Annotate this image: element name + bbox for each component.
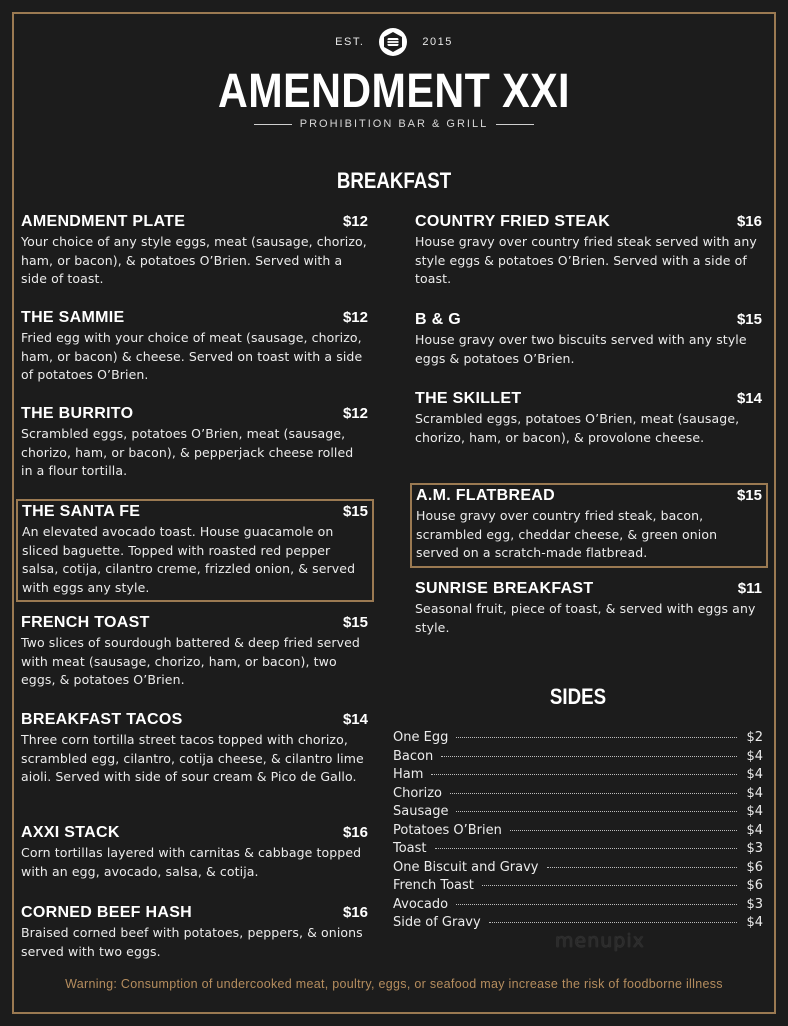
- est-year: 2015: [422, 36, 453, 48]
- item-price: $14: [736, 390, 762, 407]
- item-name: COUNTRY FRIED STEAK: [415, 213, 611, 230]
- side-price: $2: [746, 730, 763, 745]
- leader-dots: [510, 830, 737, 831]
- side-name: One Biscuit and Gravy: [393, 859, 539, 875]
- item-price: $15: [736, 311, 762, 328]
- item-price: $11: [737, 580, 762, 597]
- barrel-emblem-icon: [378, 27, 408, 57]
- side-name: Side of Gravy: [393, 915, 481, 930]
- item-description: An elevated avocado toast. House guacamole on sliced baguette. Topped with roasted red pepper salsa, cotija, cilantro creme, frizzled onion, & served with eggs any style.: [22, 524, 356, 595]
- side-price: $6: [746, 859, 763, 875]
- tagline-rule-left: [254, 124, 292, 125]
- item-name: THE SANTA FE: [22, 503, 141, 520]
- side-item: [393, 730, 763, 749]
- item-price: $12: [342, 213, 368, 230]
- item-name: A.M. FLATBREAD: [416, 487, 555, 504]
- leader-dots: [441, 756, 737, 757]
- item-name: AMENDMENT PLATE: [21, 213, 186, 230]
- menu-item: [21, 711, 368, 787]
- menu-item: [415, 390, 762, 447]
- tagline: [0, 116, 788, 132]
- health-warning: Warning: Consumption of undercooked meat, poultry, eggs, or seafood may increase the risk of foodborne illness: [65, 977, 723, 991]
- sides-list: [393, 730, 763, 934]
- side-item: [393, 786, 763, 805]
- est-label: EST.: [335, 36, 365, 48]
- item-price: $15: [736, 487, 762, 504]
- menu-item: [415, 213, 762, 289]
- side-item: [393, 804, 763, 823]
- side-price: $4: [746, 804, 763, 819]
- leader-dots: [489, 922, 737, 923]
- item-name: BREAKFAST TACOS: [21, 711, 183, 728]
- leader-dots: [456, 737, 737, 738]
- item-description: Braised corned beef with potatoes, peppers, & onions served with two eggs.: [21, 925, 363, 959]
- menu-item: [415, 580, 762, 637]
- menu-item: [21, 824, 368, 881]
- item-price: $14: [342, 711, 368, 728]
- featured-menu-item: [16, 499, 374, 602]
- side-item: [393, 823, 763, 842]
- tagline-text: PROHIBITION BAR & GRILL: [299, 118, 489, 130]
- item-description: Fried egg with your choice of meat (sausage, chorizo, ham, or bacon) & cheese. Served on toast with a side of potatoes O’Brien.: [21, 330, 363, 382]
- menu-item: [21, 614, 368, 690]
- side-price: $4: [746, 748, 763, 764]
- tagline-rule-right: [496, 124, 534, 125]
- item-price: $12: [342, 405, 368, 422]
- item-description: Scrambled eggs, potatoes O’Brien, meat (sausage, chorizo, ham, or bacon), & provolone cheese.: [415, 411, 740, 445]
- side-name: Potatoes O’Brien: [393, 822, 502, 838]
- side-name: French Toast: [393, 878, 474, 893]
- item-name: FRENCH TOAST: [21, 614, 150, 631]
- item-description: Two slices of sourdough battered & deep fried served with meat (sausage, chorizo, ham, or bacon), two eggs, & potatoes O’Brien.: [21, 635, 360, 687]
- menu-item: [21, 309, 368, 385]
- featured-menu-item: [410, 483, 768, 568]
- menu-item: [21, 904, 368, 961]
- leader-dots: [482, 885, 737, 886]
- item-name: THE SKILLET: [415, 390, 522, 407]
- item-name: THE BURRITO: [21, 405, 134, 422]
- side-name: One Egg: [393, 730, 449, 745]
- established-line: [0, 27, 788, 57]
- item-description: House gravy over country fried steak served with any style eggs & potatoes O’Brien. Served with a side of toast.: [415, 234, 757, 286]
- side-name: Sausage: [393, 804, 449, 819]
- item-description: Corn tortillas layered with carnitas & cabbage topped with an egg, avocado, salsa, & cotija.: [21, 845, 362, 879]
- side-price: $4: [746, 915, 763, 930]
- item-price: $16: [736, 213, 762, 230]
- side-price: $3: [746, 841, 763, 856]
- side-price: $4: [746, 767, 763, 782]
- leader-dots: [456, 811, 737, 812]
- side-name: Avocado: [393, 896, 449, 912]
- sides-title: SIDES: [549, 684, 607, 709]
- menu-item: [415, 311, 762, 368]
- side-item: [393, 749, 763, 768]
- leader-dots: [435, 848, 737, 849]
- item-price: $16: [342, 904, 368, 921]
- leader-dots: [450, 793, 737, 794]
- side-item: [393, 860, 763, 879]
- item-description: Your choice of any style eggs, meat (sausage, chorizo, ham, or bacon), & potatoes O’Brien. Served with a side of toast.: [21, 234, 367, 286]
- menu-item: [21, 213, 368, 289]
- item-description: House gravy over country fried steak, bacon, scrambled egg, cheddar cheese, & green onion served on a scratch-made flatbread.: [416, 508, 718, 560]
- item-name: AXXI STACK: [21, 824, 120, 841]
- item-name: CORNED BEEF HASH: [21, 904, 193, 921]
- item-description: Seasonal fruit, piece of toast, & served with eggs any style.: [415, 601, 756, 635]
- item-name: SUNRISE BREAKFAST: [415, 580, 594, 597]
- side-item: [393, 897, 763, 916]
- item-description: Three corn tortilla street tacos topped with chorizo, scrambled egg, cilantro, cotija cheese, & cilantro lime aioli. Served with side of sour cream & Pico de Gallo.: [21, 732, 364, 784]
- item-description: Scrambled eggs, potatoes O’Brien, meat (sausage, chorizo, ham, or bacon), & pepperjack cheese rolled in a flour tortilla.: [21, 426, 354, 478]
- side-item: [393, 767, 763, 786]
- item-price: $15: [342, 614, 368, 631]
- side-name: Ham: [393, 767, 424, 782]
- leader-dots: [547, 867, 738, 868]
- item-description: House gravy over two biscuits served with any style eggs & potatoes O’Brien.: [415, 332, 747, 366]
- item-price: $15: [342, 503, 368, 520]
- side-name: Bacon: [393, 748, 434, 764]
- item-name: B & G: [415, 311, 461, 328]
- menu-item: [21, 405, 368, 481]
- brand-name: AMENDMENT XXI: [218, 65, 570, 118]
- item-name: THE SAMMIE: [21, 309, 125, 326]
- side-price: $3: [746, 896, 763, 912]
- leader-dots: [431, 774, 737, 775]
- breakfast-title: BREAKFAST: [336, 168, 452, 193]
- item-price: $12: [342, 309, 368, 326]
- side-price: $4: [746, 822, 763, 838]
- side-name: Chorizo: [393, 785, 443, 801]
- side-price: $6: [746, 878, 763, 893]
- item-price: $16: [342, 824, 368, 841]
- side-name: Toast: [393, 841, 427, 856]
- leader-dots: [456, 904, 737, 905]
- side-item: [393, 878, 763, 897]
- side-price: $4: [746, 785, 763, 801]
- side-item: [393, 841, 763, 860]
- watermark: menupix: [555, 930, 645, 952]
